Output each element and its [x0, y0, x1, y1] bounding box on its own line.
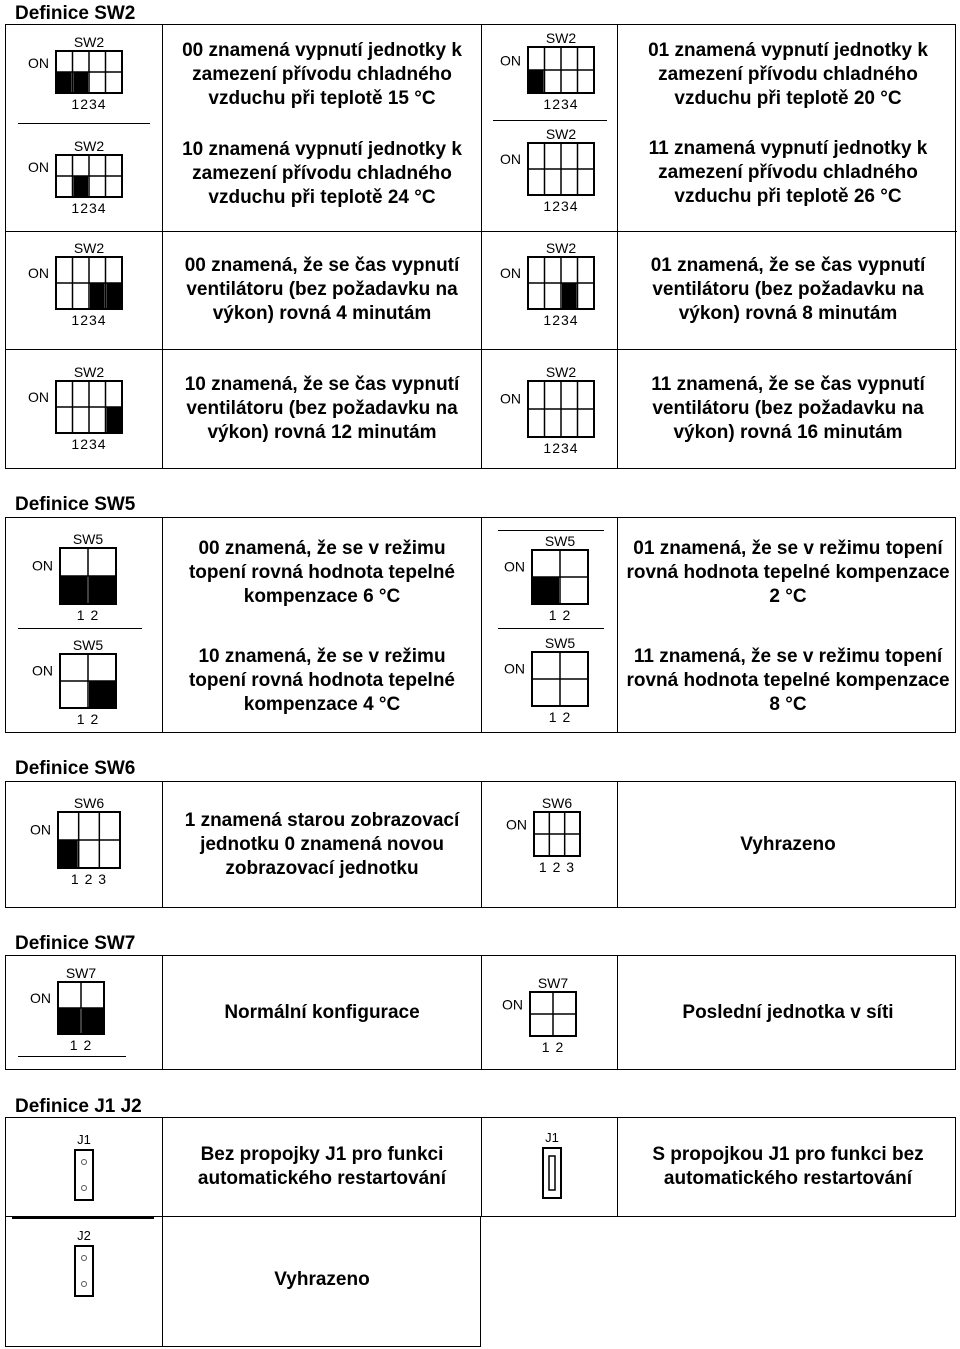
- position-numbers: 1 2: [76, 607, 100, 622]
- section-title-sw2: Definice SW2: [15, 3, 136, 24]
- position-numbers: 1 2 3: [538, 859, 576, 874]
- dip-switch-icon: [26, 33, 126, 111]
- on-label: ON: [30, 821, 51, 838]
- position-numbers: 1 2: [69, 1037, 93, 1052]
- switch-name-label: SW5: [72, 531, 104, 547]
- position-numbers: 1 2: [548, 607, 572, 622]
- switch-name-label: SW7: [65, 965, 97, 981]
- sw5-desc-00: 00 znamená, že se v režimu topení rovná hodnota tepelné kompenzace 6 °C: [188, 538, 455, 607]
- switch-lever: [107, 283, 122, 308]
- switch-lever: [89, 681, 115, 707]
- position-numbers: 1234: [543, 312, 579, 327]
- jumper-bridge: [549, 1156, 555, 1190]
- switch-name-label: SW2: [73, 364, 105, 380]
- j1-desc-no-jumper: Bez propojky J1 pro funkci automatického restartování: [197, 1144, 447, 1189]
- sw2-desc-00-fan: 00 znamená, že se čas vypnutí ventilátoru (bez požadavku na výkon) rovná 4 minutám: [184, 255, 460, 324]
- dip-switch-icon: [498, 363, 598, 455]
- position-numbers: 1234: [543, 198, 579, 213]
- switch-name-label: SW6: [541, 795, 573, 811]
- dip-switch-icon: [30, 636, 120, 726]
- sw7-table: [5, 955, 956, 1070]
- switch-name-label: SW5: [72, 637, 104, 653]
- on-label: ON: [28, 388, 49, 405]
- on-label: ON: [504, 660, 525, 677]
- position-numbers: 1234: [71, 96, 107, 111]
- switch-name-label: SW2: [73, 34, 105, 50]
- sw2-desc-00-temp: 00 znamená vypnutí jednotky k zamezení přívodu chladného vzduchu při teplotě 15 °C: [182, 40, 462, 109]
- switch-lever: [74, 176, 89, 196]
- dip-switch-icon: [498, 29, 598, 111]
- position-numbers: 1 2: [76, 711, 100, 726]
- on-label: ON: [500, 150, 521, 167]
- switch-lever: [533, 577, 559, 603]
- sw2-table: [5, 24, 956, 469]
- sw2-desc-10-temp: 10 znamená vypnutí jednotky k zamezení přívodu chladného vzduchu při teplotě 24 °C: [182, 139, 462, 208]
- jumper-body: [75, 1150, 93, 1200]
- on-label: ON: [500, 264, 521, 281]
- switch-lever: [89, 576, 115, 603]
- switch-lever: [59, 840, 78, 867]
- sw6-desc-1: 1 znamená starou zobrazovací jednotku 0 znamená novou zobrazovací jednotku: [184, 810, 460, 879]
- sw7-desc-normal: Normální konfigurace: [224, 1002, 420, 1023]
- switch-lever: [59, 1008, 80, 1033]
- section-title-sw5: Definice SW5: [15, 494, 136, 515]
- switch-name-label: SW5: [544, 635, 576, 651]
- jumper-label: J1: [77, 1132, 91, 1147]
- sw6-desc-reserved: Vyhrazeno: [740, 834, 836, 855]
- switch-lever: [61, 576, 87, 603]
- sw6-table: [5, 781, 956, 908]
- position-numbers: 1234: [71, 436, 107, 451]
- sw2-desc-10-fan: 10 znamená, že se čas vypnutí ventilátoru (bez požadavku na výkon) rovná 12 minutám: [184, 374, 460, 443]
- switch-name-label: SW2: [73, 138, 105, 154]
- on-label: ON: [28, 54, 49, 71]
- dip-switch-icon: [26, 239, 126, 327]
- sw2-desc-01-fan: 01 znamená, že se čas vypnutí ventilátoru (bez požadavku na výkon) rovná 8 minutám: [650, 255, 926, 324]
- on-label: ON: [504, 558, 525, 575]
- jumper-label: J1: [545, 1130, 559, 1145]
- jumper-label: J2: [77, 1228, 91, 1243]
- jumper-j1-icon: [532, 1130, 572, 1202]
- dip-switch-icon: [502, 634, 592, 724]
- section-title-j1j2: Definice J1 J2: [15, 1096, 142, 1117]
- section-title-sw6: Definice SW6: [15, 758, 136, 779]
- on-label: ON: [32, 557, 53, 574]
- dip-switch-icon: [30, 530, 120, 622]
- switch-name-label: SW7: [537, 975, 569, 991]
- dip-switch-icon: [498, 239, 598, 327]
- dip-switch-icon: [26, 137, 126, 215]
- j2-desc-reserved: Vyhrazeno: [274, 1269, 370, 1290]
- position-numbers: 1 2 3: [70, 871, 108, 886]
- switch-name-label: SW2: [545, 364, 577, 380]
- dip-switch-icon: [500, 974, 580, 1054]
- switch-lever: [562, 283, 577, 308]
- dip-switch-icon: [28, 794, 124, 886]
- dip-switch-icon: [502, 532, 592, 622]
- position-numbers: 1234: [71, 312, 107, 327]
- switch-lever: [90, 283, 105, 308]
- sw2-desc-11-temp: 11 znamená vypnutí jednotky k zamezení přívodu chladného vzduchu při teplotě 26 °C: [648, 138, 928, 207]
- switch-lever: [57, 72, 72, 92]
- dip-switch-icon: [498, 125, 598, 213]
- position-numbers: 1 2: [541, 1039, 565, 1054]
- section-title-sw7: Definice SW7: [15, 933, 136, 954]
- switch-name-label: SW6: [73, 795, 105, 811]
- on-label: ON: [502, 996, 523, 1013]
- j1-desc-with-jumper: S propojkou J1 pro funkci bez automatického restartování: [652, 1144, 924, 1189]
- jumper-j2-icon: [64, 1228, 104, 1300]
- switch-lever: [82, 1008, 103, 1033]
- on-label: ON: [500, 52, 521, 69]
- switch-lever: [107, 407, 122, 432]
- dip-switch-icon: [26, 363, 126, 451]
- sw2-desc-01-temp: 01 znamená vypnutí jednotky k zamezení přívodu chladného vzduchu při teplotě 20 °C: [648, 40, 928, 109]
- switch-name-label: SW5: [544, 533, 576, 549]
- on-label: ON: [500, 390, 521, 407]
- jumper-j1-icon: [64, 1132, 104, 1204]
- on-label: ON: [28, 264, 49, 281]
- sw5-desc-11: 11 znamená, že se v režimu topení rovná hodnota tepelné kompenzace 8 °C: [626, 646, 950, 715]
- sw2-desc-11-fan: 11 znamená, že se čas vypnutí ventilátoru (bez požadavku na výkon) rovná 16 minutám: [651, 374, 925, 443]
- switch-name-label: SW2: [545, 240, 577, 256]
- sw7-desc-last-unit: Poslední jednotka v síti: [682, 1002, 894, 1023]
- switch-name-label: SW2: [545, 30, 577, 46]
- dip-switch-icon: [504, 794, 584, 874]
- position-numbers: 1234: [543, 440, 579, 455]
- on-label: ON: [32, 662, 53, 679]
- dip-switch-icon: [28, 964, 108, 1052]
- on-label: ON: [28, 158, 49, 175]
- switch-lever: [529, 70, 544, 92]
- on-label: ON: [30, 989, 51, 1006]
- switch-name-label: SW2: [545, 126, 577, 142]
- switch-name-label: SW2: [73, 240, 105, 256]
- switch-lever: [74, 72, 89, 92]
- position-numbers: 1234: [71, 200, 107, 215]
- sw5-table: [5, 517, 956, 733]
- sw5-desc-10: 10 znamená, že se v režimu topení rovná hodnota tepelné kompenzace 4 °C: [188, 646, 455, 715]
- sw5-desc-01: 01 znamená, že se v režimu topení rovná hodnota tepelné kompenzace 2 °C: [626, 538, 950, 607]
- position-numbers: 1234: [543, 96, 579, 111]
- jumper-body: [75, 1246, 93, 1296]
- on-label: ON: [506, 816, 527, 833]
- position-numbers: 1 2: [548, 709, 572, 724]
